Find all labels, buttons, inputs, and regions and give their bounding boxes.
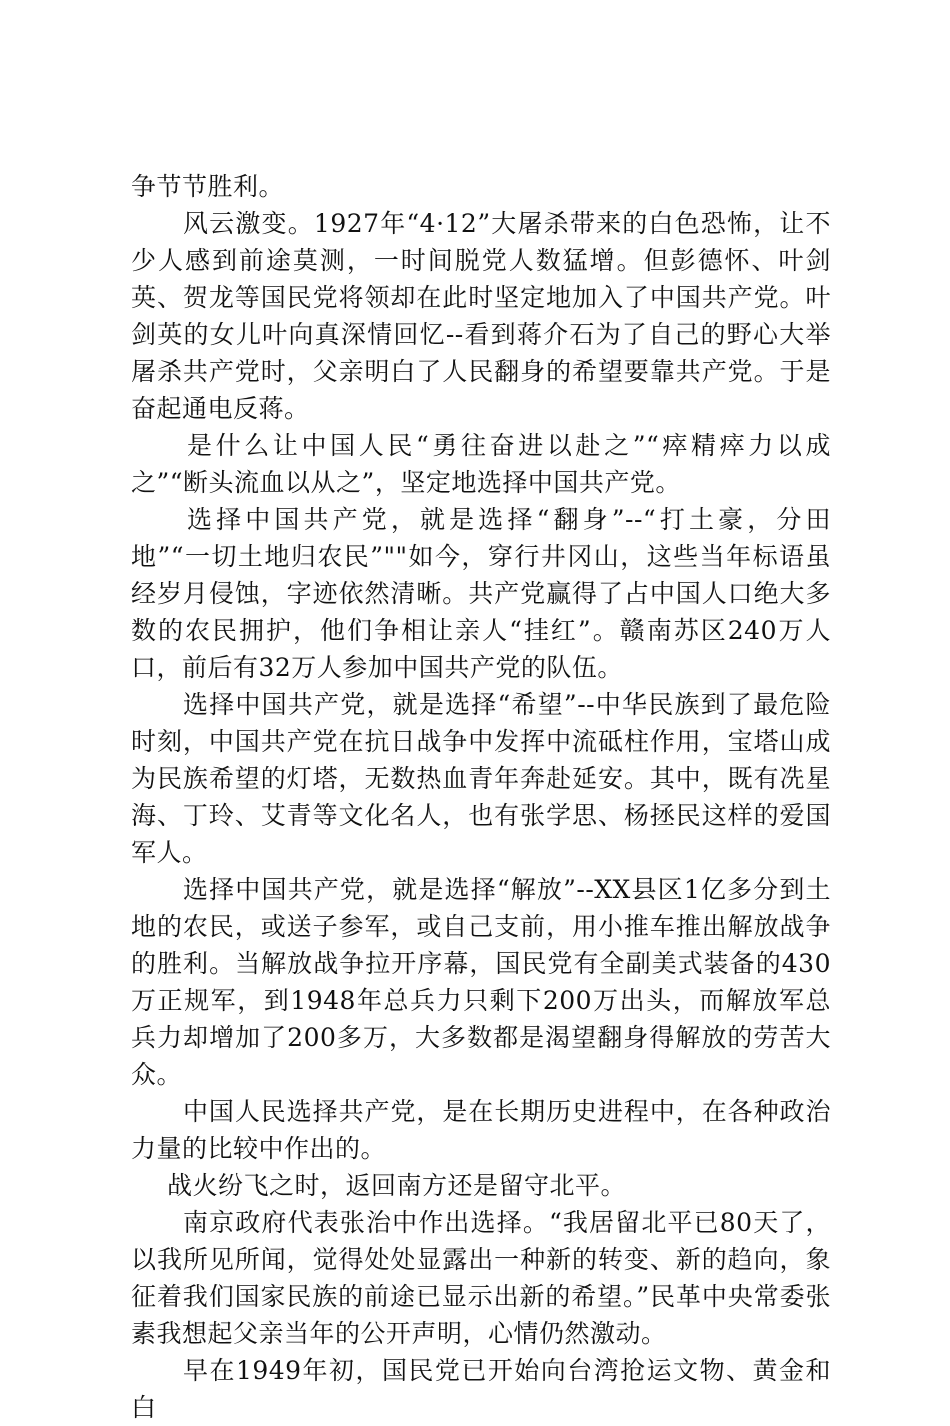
document-body (131, 168, 831, 1426)
paragraph-9: 南京政府代表张治中作出选择。“我居留北平已80天了，以我所见所闻，觉得处处显露出一种新的转变、新的趋向，象征着我们国家民族的前途已显示出新的希望。”民革中央常委张素我想起父亲当年的公开声明，心情仍然激动。 (131, 1208, 831, 1348)
paragraph-8: 战火纷飞之时，返回南方还是留守北平。 (167, 1171, 627, 1200)
paragraph-1: 争节节胜利。 (131, 172, 285, 201)
paragraph-2: 风云激变。1927年“4·12”大屠杀带来的白色恐怖，让不少人感到前途莫测，一时间脱党人数猛增。但彭德怀、叶剑英、贺龙等国民党将领却在此时坚定地加入了中国共产党。叶剑英的女儿叶向真深情回忆--看到蒋介石为了自己的野心大举屠杀共产党时，父亲明白了人民翻身的希望要靠共产党。于是奋起通电反蒋。 (131, 209, 831, 423)
paragraph-10: 早在1949年初，国民党已开始向台湾抢运文物、黄金和白 (131, 1356, 831, 1422)
paragraph-3: 是什么让中国人民“勇往奋进以赴之”“瘁精瘁力以成之”“断头流血以从之”，坚定地选择中国共产党。 (131, 431, 831, 497)
paragraph-5: 选择中国共产党，就是选择“希望”--中华民族到了最危险时刻，中国共产党在抗日战争中发挥中流砥柱作用，宝塔山成为民族希望的灯塔，无数热血青年奔赴延安。其中，既有冼星海、丁玲、艾青等文化名人，也有张学思、杨拯民这样的爱国军人。 (131, 690, 831, 867)
paragraph-6: 选择中国共产党，就是选择“解放”--XX县区1亿多分到土地的农民，或送子参军，或自己支前，用小推车推出解放战争的胜利。当解放战争拉开序幕，国民党有全副美式装备的430万正规军，到1948年总兵力只剩下200万出头，而解放军总兵力却增加了200多万，大多数都是渴望翻身得解放的劳苦大众。 (131, 875, 831, 1089)
paragraph-7: 中国人民选择共产党，是在长期历史进程中，在各种政治力量的比较中作出的。 (131, 1097, 831, 1163)
paragraph-4: 选择中国共产党，就是选择“翻身”--“打土豪，分田地”“一切土地归农民”""如今，穿行井冈山，这些当年标语虽经岁月侵蚀，字迹依然清晰。共产党赢得了占中国人口绝大多数的农民拥护，他们争相让亲人“挂红”。赣南苏区240万人口，前后有32万人参加中国共产党的队伍。 (131, 505, 831, 682)
